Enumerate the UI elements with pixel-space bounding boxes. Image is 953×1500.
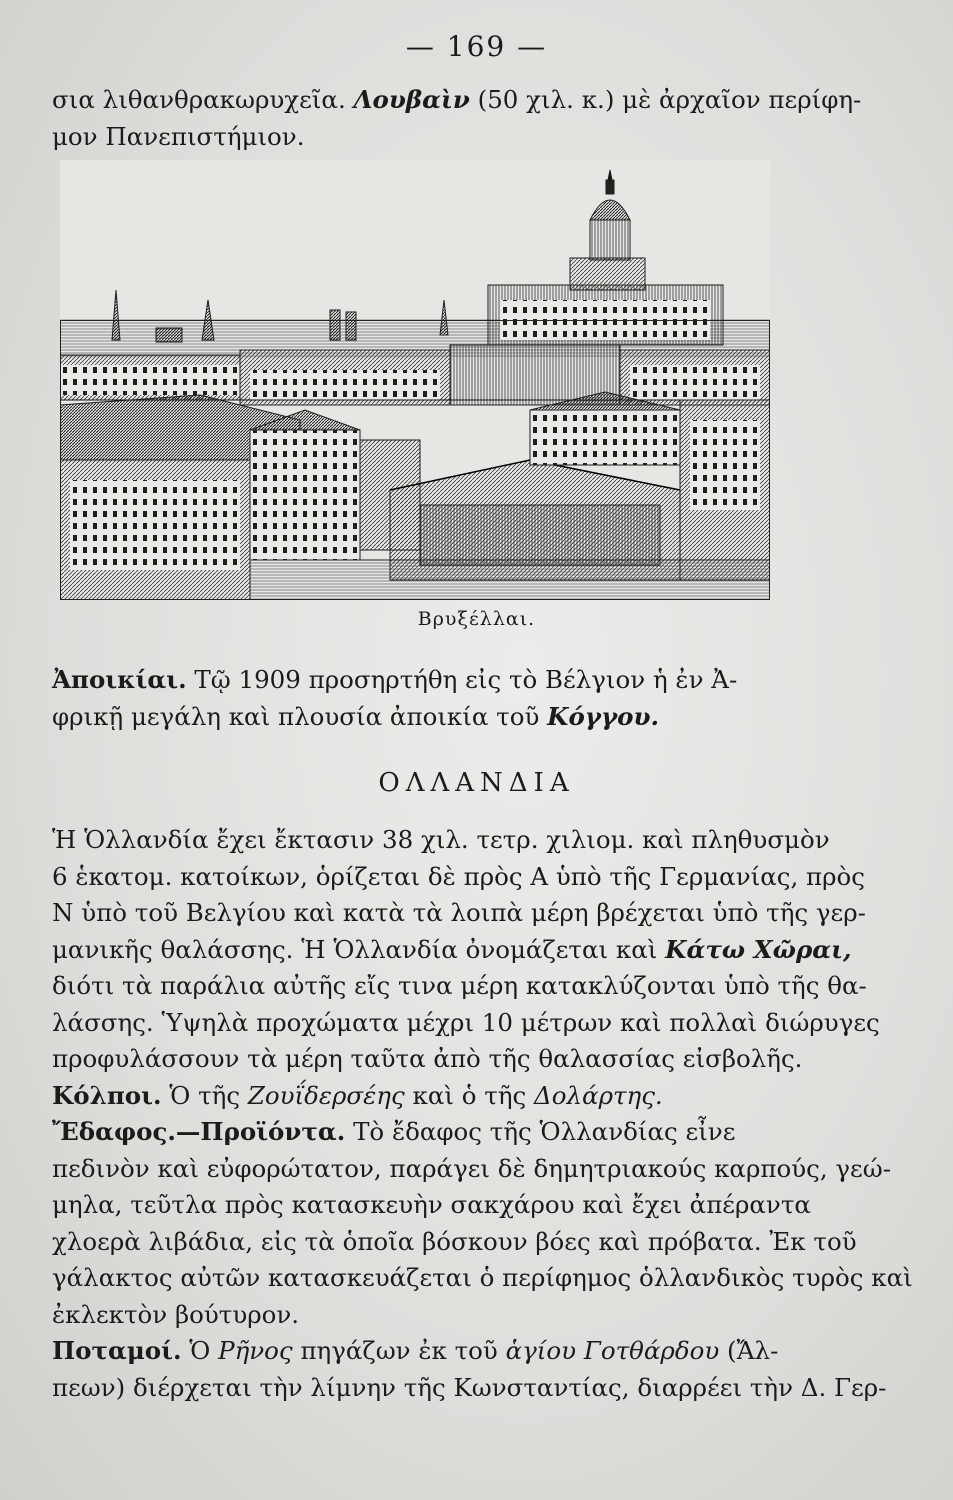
gulfs-heading: Κόλποι. xyxy=(52,1080,162,1110)
text-line: ἐκλεκτὸν βούτυρον. xyxy=(52,1299,300,1329)
text-line: Ν ὑπὸ τοῦ Βελγίου καὶ κατὰ τὰ λοιπὰ μέρη βρέχεται ὑπὸ τῆς γερ- xyxy=(52,898,866,927)
congo-name: Κόγγου. xyxy=(547,701,660,731)
section-heading: ΟΛΛΑΝΔΙΑ xyxy=(378,768,575,798)
colonies-heading: Ἀποικίαι. xyxy=(52,665,187,694)
text-line: μανικῆς θαλάσσης. Ἡ Ὁλλανδία ὀνομάζεται καὶ Κάτω Χῶραι, xyxy=(52,934,852,964)
rivers-line: Ποταμοί. Ὁ Ρῆνος πηγάζων ἐκ τοῦ ἁγίου Γοτθάρδου (Ἄλ- xyxy=(52,1336,779,1365)
text-line: 6 ἑκατομ. κατοίκων, ὁρίζεται δὲ πρὸς Α ὑπὸ τῆς Γερμανίας, πρὸς xyxy=(52,861,866,891)
intro-paragraph xyxy=(52,82,862,155)
colonies-paragraph xyxy=(52,662,842,735)
page-number: — 169 — xyxy=(405,30,548,63)
soil-heading: Ἔδαφος.—Προϊόντα. xyxy=(52,1117,346,1146)
text-line: διότι τὰ παράλια αὐτῆς εἴς τινα μέρη κατακλύζονται ὑπὸ τῆς θα- xyxy=(52,971,867,1000)
brussels-engraving xyxy=(60,160,770,600)
text-line: λάσσης. Ὑψηλὰ προχώματα μέχρι 10 μέτρων καὶ πολλαὶ διώρυγες xyxy=(52,1007,880,1037)
text-line: πεδινὸν καὶ εὐφορώτατον, παράγει δὲ δημητριακούς καρπούς, γεώ- xyxy=(52,1153,891,1183)
gulfs-line: Κόλποι. Ὁ τῆς Ζουΐδερσέης καὶ ὁ τῆς Δολάρτης. xyxy=(52,1080,663,1110)
holland-text xyxy=(52,822,913,1406)
figure-caption: Βρυξέλλαι. xyxy=(417,608,536,630)
text-line: σια λιθανθρακωρυχεῖα. Λουβαὶν (50 χιλ. κ.) μὲ ἀρχαῖον περίφη- xyxy=(52,85,862,114)
text-line: φρικῇ μεγάλη καὶ πλουσία ἀποικία τοῦ Κόγγου. xyxy=(52,701,660,731)
text-line: γάλακτος αὐτῶν κατασκευάζεται ὁ περίφημος ὁλλανδικὸς τυρὸς καὶ xyxy=(52,1263,913,1292)
text-line: μον Πανεπιστήμιον. xyxy=(52,121,305,151)
city-name-louvain: Λουβαὶν xyxy=(353,85,470,114)
text-line: χλοερὰ λιβάδια, εἰς τὰ ὁποῖα βόσκουν βόες καὶ πρόβατα. Ἐκ τοῦ xyxy=(52,1226,857,1256)
text-line: Ἀποικίαι. Τῷ 1909 προσηρτήθη εἰς τὸ Βέλγιον ἡ ἐν Ἀ- xyxy=(52,665,738,694)
text-line: προφυλάσσουν τὰ μέρη ταῦτα ἀπὸ τῆς θαλασσίας εἰσβολῆς. xyxy=(52,1044,803,1073)
text-line: μηλα, τεῦτλα πρὸς κατασκευὴν σακχάρου καὶ ἔχει ἀπέραντα xyxy=(52,1190,811,1219)
brussels-engraving-image xyxy=(60,160,770,600)
text-line: πεων) διέρχεται τὴν λίμνην τῆς Κωνσταντίας, διαρρέει τὴν Δ. Γερ- xyxy=(52,1372,887,1402)
low-countries-term: Κάτω Χῶραι, xyxy=(665,934,852,964)
rivers-heading: Ποταμοί. xyxy=(52,1336,182,1365)
text-line: Ἡ Ὁλλανδία ἔχει ἔκτασιν 38 χιλ. τετρ. χιλιομ. καὶ πληθυσμὸν xyxy=(52,825,830,854)
soil-line: Ἔδαφος.—Προϊόντα. Τὸ ἔδαφος τῆς Ὁλλανδίας εἶνε xyxy=(52,1117,736,1146)
